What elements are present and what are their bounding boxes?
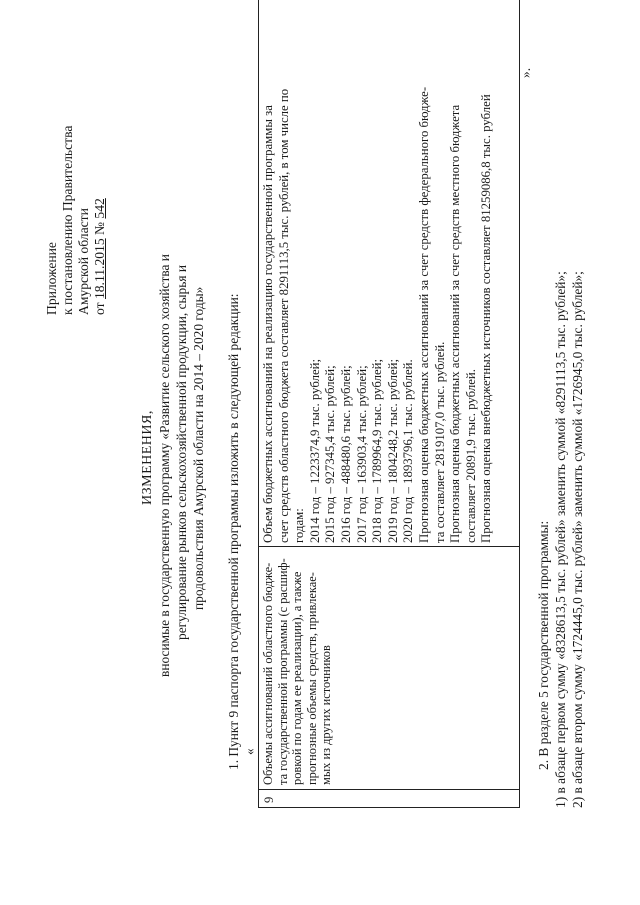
passport-table [258, 0, 520, 808]
right-cell-line: та составляет 2819107,0 тыс. рублей. [432, 341, 447, 543]
left-cell-line: ровкой по годам ее реализации), а также [290, 571, 305, 785]
appendix-number: 542 [92, 198, 107, 219]
right-cell [261, 87, 495, 543]
right-cell-line: счет средств областного бюджета составляет 8291113,5 тыс. рублей, в том числе по [276, 88, 291, 543]
right-cell-line: 2016 год – 488480,6 тыс. рублей; [338, 365, 353, 543]
appendix-line-2: к постановлению Правительства [60, 125, 75, 315]
appendix-date-line [92, 198, 107, 315]
title-line-2: регулирование рынков сельскохозяйственной продукции, сырья и [174, 264, 189, 640]
right-cell-line: 2019 год – 1804248,2 тыс. рублей; [385, 358, 400, 543]
right-cell-line: 2015 год – 927345,4 тыс. рублей; [323, 365, 338, 543]
row-number: 9 [262, 796, 276, 803]
doc-heading: ИЗМЕНЕНИЯ, [140, 410, 155, 505]
number-sign: № [92, 221, 107, 235]
appendix-line-3: Амурской области [76, 208, 91, 315]
left-cell-line: прогнозные объемы средств, привлекае- [304, 572, 319, 785]
title-line-1: вносимые в государственную программу «Развитие сельского хозяйства и [157, 254, 172, 677]
item-2-line-2: 2) в абзаце втором сумму «1724445,0 тыс. рублей» заменить суммой «1726945,0 тыс. рублей»; [570, 271, 585, 808]
item-2-heading: 2. В разделе 5 государственной программы: [536, 520, 551, 770]
right-cell-line: 2014 год – 1223374,9 тыс. рублей; [307, 358, 322, 543]
item-2-line-1: 1) в абзаце первом сумму «8328613,5 тыс. рублей» заменить суммой «8291113,5 тыс. рублей»; [553, 271, 568, 808]
right-cell-line: 2020 год – 1893796,1 тыс. рублей. [401, 359, 416, 543]
title-line-3: продовольствия Амурской области на 2014 – 2020 годы» [191, 286, 206, 610]
close-quote: ». [518, 67, 533, 78]
right-cell-line: годам: [292, 508, 307, 543]
left-cell [261, 549, 334, 785]
appendix-date: 18.11.2015 [92, 238, 107, 300]
table-divider-2 [259, 546, 519, 547]
right-cell-line: Прогнозная оценка бюджетных ассигнований за счет средств местного бюджета [448, 104, 463, 543]
right-cell-line: составляет 20891,9 тыс. рублей. [463, 369, 478, 543]
open-quote: « [242, 748, 257, 755]
left-cell-line: Объемы ассигнований областного бюдже- [261, 562, 275, 785]
right-cell-line: 2018 год – 1789964,9 тыс. рублей; [370, 358, 385, 543]
table-divider-1 [259, 789, 519, 790]
right-cell-line: 2017 год – 163903,4 тыс. рублей; [354, 365, 369, 543]
left-cell-line: та государственной программы (с расшиф- [275, 558, 290, 785]
date-prefix: от [92, 302, 107, 315]
right-cell-line: Прогнозная оценка внебюджетных источников составляет 81259086,8 тыс. рублей [479, 94, 494, 543]
item-1-text: 1. Пункт 9 паспорта государственной программы изложить в следующей редакции: [226, 293, 241, 770]
left-cell-line: мых из других источников [319, 645, 334, 785]
right-cell-line: Объем бюджетных ассигнований на реализацию государственной программы за [261, 105, 275, 543]
right-cell-line: Прогнозная оценка бюджетных ассигнований за счет средств федерального бюдже- [416, 86, 431, 543]
appendix-line-1: Приложение [44, 242, 59, 315]
